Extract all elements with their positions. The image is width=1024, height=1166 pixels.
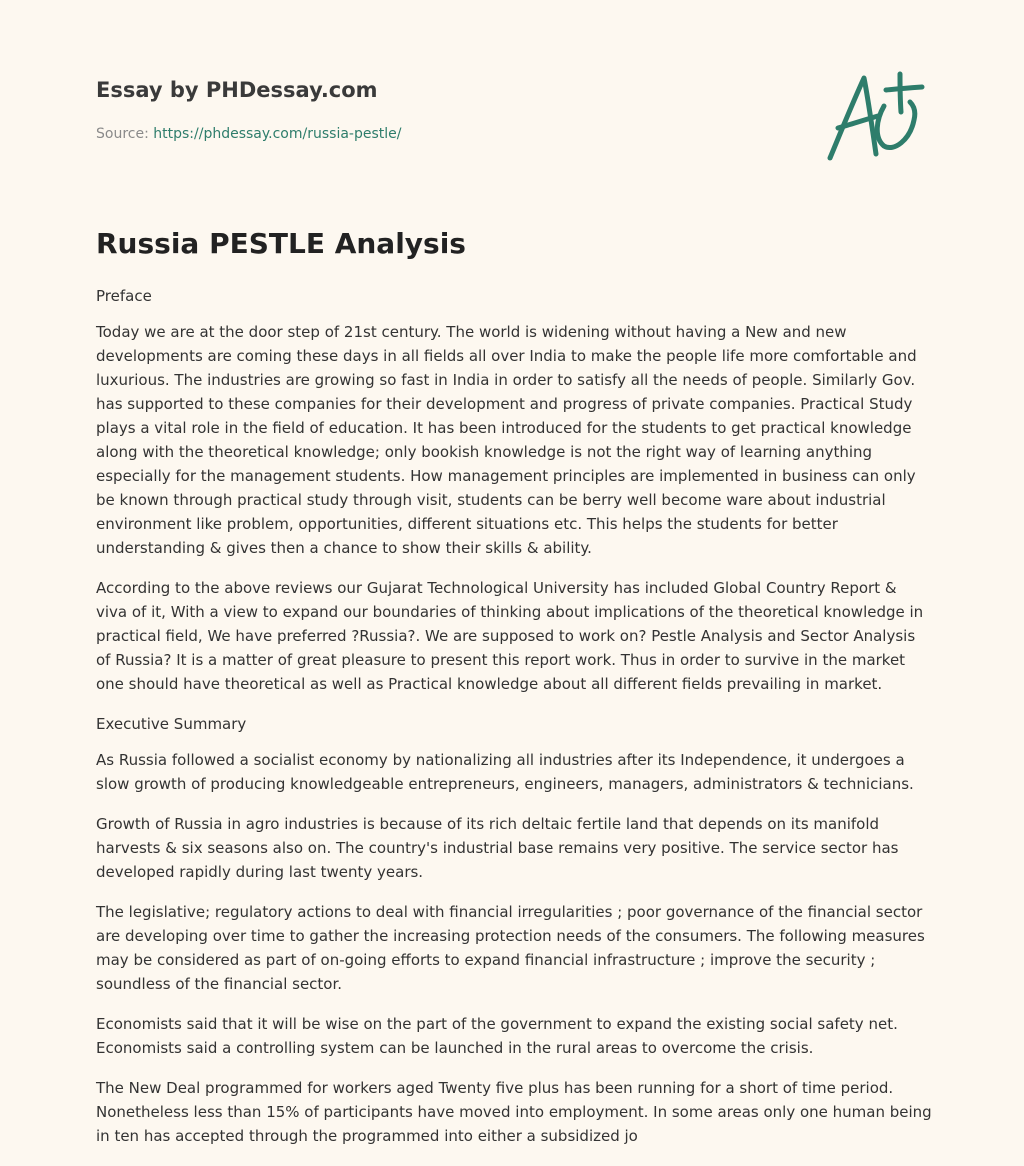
paragraph: The legislative; regulatory actions to deal with financial irregularities ; poor governance of the financial sector are developing over time to gather the increasing protection needs of the consumers. The following measures may be considered as part of on-going efforts to expand financial infrastructure ; improve the security ; soundless of the financial sector. (96, 903, 925, 993)
paragraph: As Russia followed a socialist economy by nationalizing all industries after its Independence, it undergoes a slow growth of producing knowledgeable entrepreneurs, engineers, managers, administrators & technicians. (96, 751, 914, 793)
essay-body (96, 284, 932, 1164)
source-label: Source: (96, 126, 154, 142)
paragraph: Economists said that it will be wise on the part of the government to expand the existing social safety net. Economists said a controlling system can be launched in the rural areas to overcome the crisis. (96, 1015, 898, 1057)
a-plus-logo-icon (822, 68, 928, 164)
paragraph: Growth of Russia in agro industries is because of its rich deltaic fertile land that depends on its manifold harvests & six seasons also on. The country's industrial base remains very positive. The service sector has developed rapidly during last twenty years. (96, 815, 899, 881)
essay-title: Russia PESTLE Analysis (96, 227, 466, 260)
source-link[interactable]: https://phdessay.com/russia-pestle/ (153, 126, 402, 142)
brand-title: Essay by PHDessay.com (96, 78, 378, 102)
essay-header (96, 76, 928, 144)
paragraph: According to the above reviews our Gujarat Technological University has included Global Country Report & viva of it, With a view to expand our boundaries of thinking about implications of the theoretical knowledge in practical field, We have preferred ?Russia?. We are supposed to work on? Pestle Analysis and Sector Analysis of Russia? It is a matter of great pleasure to present this report work. Thus in order to survive in the market one should have theoretical as well as Practical knowledge about all different fields prevailing in market. (96, 579, 924, 693)
section-heading-preface: Preface (96, 287, 152, 305)
paragraph: The New Deal programmed for workers aged Twenty five plus has been running for a short of time period. Nonetheless less than 15% of participants have moved into employment. In some areas only one human being in ten has accepted through the programmed into either a subsidized jo (96, 1079, 932, 1145)
section-heading-executive-summary: Executive Summary (96, 715, 247, 733)
paragraph: Today we are at the door step of 21st century. The world is widening without having a New and new developments are coming these days in all fields all over India to make the people life more comfortable and luxurious. The industries are growing so fast in India in order to satisfy all the needs of people. Similarly Gov. has supported to these companies for their development and progress of private companies. Practical Study plays a vital role in the field of education. It has been introduced for the students to get practical knowledge along with the theoretical knowledge; only bookish knowledge is not the right way of learning anything especially for the management students. How management principles are implemented in business can only be known through practical study through visit, students can be berry well become ware about industrial environment like problem, opportunities, different situations etc. This helps the students for better understanding & gives then a chance to show their skills & ability. (96, 323, 917, 557)
source-line (96, 124, 928, 144)
